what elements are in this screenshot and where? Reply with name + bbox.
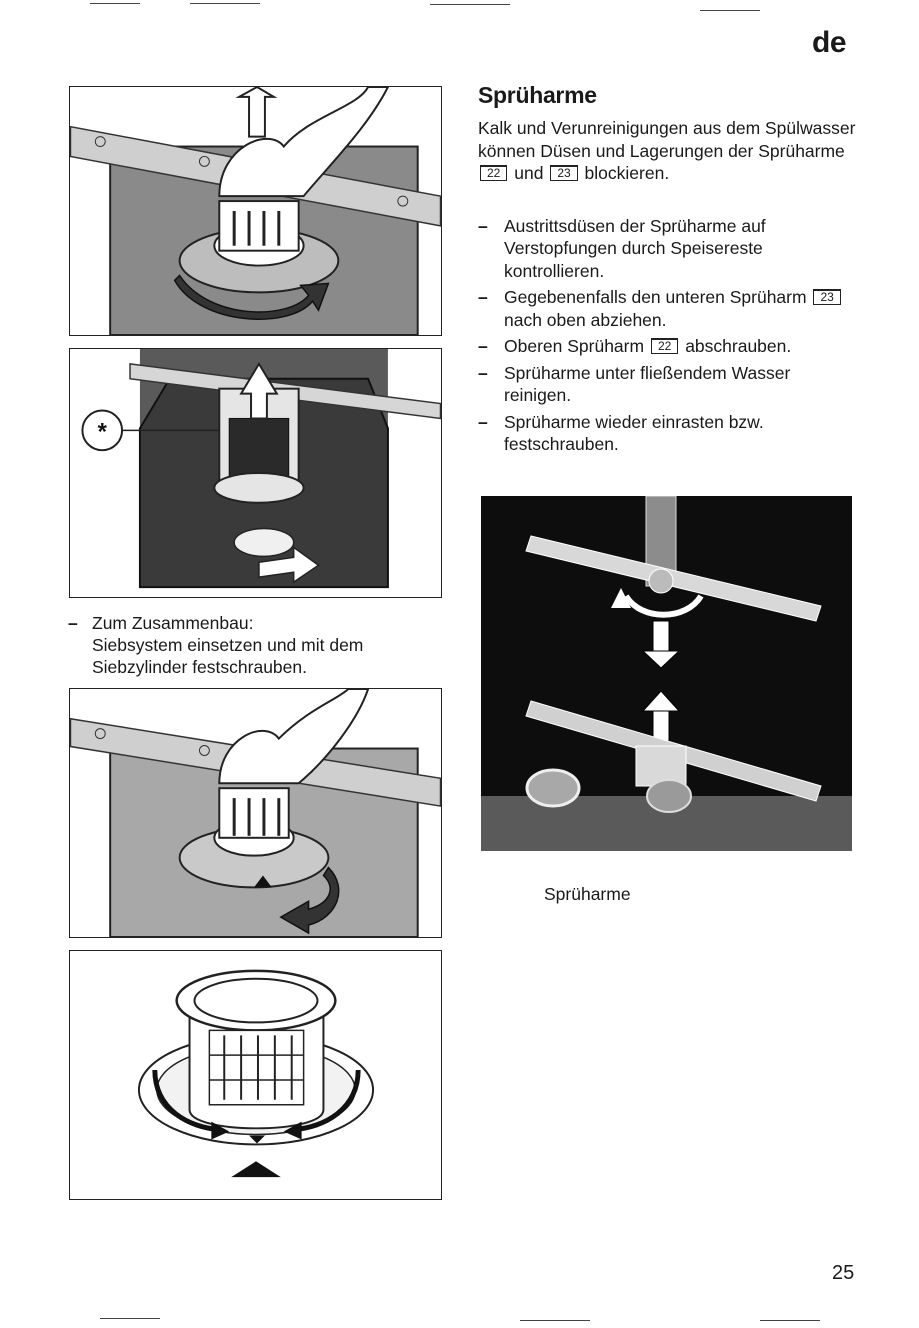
figure-filter-unscrew (69, 86, 442, 336)
step-check-nozzles (478, 215, 858, 283)
scan-artifact (90, 3, 140, 4)
step-dash: – (478, 336, 488, 356)
step-text: Sprüharme wieder einrasten bzw. festschrauben. (504, 411, 764, 454)
filter-remove-illustration (70, 349, 441, 597)
ref-upper-spray-arm: 22 (651, 338, 678, 354)
scan-artifact (100, 1318, 160, 1319)
figure-filter-remove (69, 348, 442, 598)
figure-filter-cylinder (69, 950, 442, 1200)
figure-filter-screw-in (69, 688, 442, 938)
step-dash: – (478, 287, 488, 307)
page-number: 25 (832, 1262, 855, 1284)
section-intro (478, 117, 858, 185)
spray-arms-photo (481, 496, 852, 851)
photo-caption: Sprüharme (544, 884, 631, 904)
section-heading: Sprüharme (478, 82, 597, 108)
intro-text: Kalk und Verunreinigungen aus dem Spülwasser können Düsen und Lagerungen der Sprüharme (478, 118, 856, 161)
steps-list (478, 215, 858, 456)
scan-artifact (760, 1320, 820, 1321)
step-text: Sprüharme unter fließendem Wasser reinigen. (504, 362, 791, 405)
ref-lower-spray-arm: 23 (550, 165, 577, 181)
note-dash: – (68, 613, 78, 633)
step-unscrew-upper-arm (478, 335, 858, 358)
spray-arms-section (478, 82, 858, 460)
intro-end: blockieren. (584, 163, 670, 183)
step-text: nach oben abziehen. (504, 309, 667, 330)
step-text: abschrauben. (685, 336, 792, 356)
filter-cylinder-illustration (70, 951, 441, 1199)
step-remove-lower-arm (478, 286, 858, 331)
step-dash: – (478, 411, 488, 432)
scan-artifact (430, 4, 510, 5)
ref-upper-spray-arm: 22 (480, 165, 507, 181)
step-text: Oberen Sprüharm (504, 336, 645, 356)
note-line-2: Siebsystem einsetzen und mit dem Siebzylinder festschrauben. (92, 635, 364, 677)
step-text: Gegebenenfalls den unteren Sprüharm (504, 287, 807, 307)
step-dash: – (478, 362, 488, 383)
assembly-note (68, 612, 438, 678)
step-dash: – (478, 215, 488, 236)
note-line-1: Zum Zusammenbau: (92, 613, 254, 633)
step-refit-arms (478, 411, 858, 456)
intro-and: und (514, 163, 544, 183)
step-clean-arms (478, 362, 858, 407)
filter-unscrew-illustration (70, 87, 441, 335)
star-callout: * (97, 418, 107, 446)
filter-screw-in-illustration (70, 689, 441, 937)
scan-artifact (700, 10, 760, 11)
language-code: de (812, 26, 847, 59)
scan-artifact (190, 3, 260, 4)
ref-lower-spray-arm: 23 (813, 289, 840, 305)
spray-arms-photo-illustration (481, 496, 852, 851)
scan-artifact (520, 1320, 590, 1321)
step-text: Austrittsdüsen der Sprüharme auf Verstopfungen durch Speisereste kontrollieren. (504, 215, 766, 281)
